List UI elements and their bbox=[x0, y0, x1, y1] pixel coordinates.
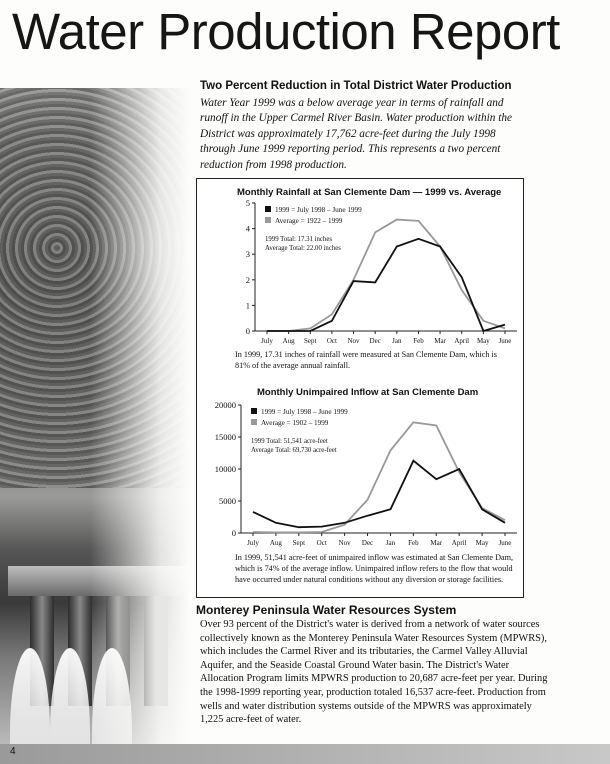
x-tick-label: Dec bbox=[369, 337, 381, 345]
x-tick-label: Feb bbox=[408, 539, 419, 547]
body-line: Aquifer, and the Seaside Coastal Ground Water basin. The District's Water bbox=[200, 659, 510, 671]
inflow-chart bbox=[197, 397, 523, 557]
chart-total-note: 1999 Total: 17.31 inches bbox=[265, 236, 332, 243]
body-line: the 1998-1999 reporting year, production totaled 16,537 acre-feet. Production from bbox=[200, 686, 546, 698]
body-line: which includes the Carmel River and its tributaries, the Carmel Valley Alluvial bbox=[200, 646, 528, 658]
inflow-caption bbox=[235, 552, 535, 585]
body-line: Over 93 percent of the District's water is derived from a network of water sources bbox=[200, 619, 540, 630]
x-tick-label: April bbox=[451, 539, 467, 547]
chart-total-note: Average Total: 69,730 acre-feet bbox=[251, 447, 337, 454]
x-tick-label: Nov bbox=[347, 337, 360, 345]
y-tick-label: 0 bbox=[245, 326, 250, 336]
inflow-chart-title: Monthly Unimpaired Inflow at San Clemente Dam bbox=[257, 387, 479, 398]
y-tick-label: 5 bbox=[245, 198, 250, 208]
legend-swatch bbox=[265, 206, 271, 212]
series-line bbox=[253, 461, 505, 528]
x-tick-label: June bbox=[498, 539, 512, 547]
legend-swatch bbox=[251, 419, 257, 425]
caption-line: In 1999, 17.31 inches of rainfall were measured at San Clemente Dam, which is bbox=[235, 350, 497, 359]
legend-label: 1999 = July 1998 – June 1999 bbox=[275, 206, 362, 214]
x-tick-label: Mar bbox=[434, 337, 446, 345]
y-tick-label: 4 bbox=[245, 223, 250, 234]
section-heading-mpwrs: Monterey Peninsula Water Resources System bbox=[196, 603, 457, 617]
caption-line: have occurred under natural conditions without any diversion or storage facilities. bbox=[235, 575, 504, 584]
x-tick-label: Aug bbox=[282, 337, 295, 345]
x-tick-label: Sept bbox=[304, 337, 317, 345]
y-tick-label: 2 bbox=[245, 274, 250, 285]
body-line: Allocation Program limits MPWRS production to 20,687 acre-feet per year. During bbox=[200, 673, 548, 685]
caption-line: which is 74% of the average inflow. Unimpaired inflow refers to the flow that would bbox=[235, 564, 513, 573]
y-tick-label: 5000 bbox=[219, 496, 236, 506]
rainfall-chart bbox=[197, 197, 523, 367]
intro-line: through June 1999 reporting period. This represents a two percent bbox=[200, 143, 501, 156]
page-number: 4 bbox=[10, 746, 16, 757]
caption-line: In 1999, 51,541 acre-feet of unimpaired inflow was estimated at San Clemente Dam, bbox=[235, 553, 514, 562]
intro-paragraph bbox=[200, 96, 540, 173]
page-title: Water Production Report bbox=[12, 3, 560, 60]
body-line: wells and water distribution systems outside of the MPWRS was approximately bbox=[200, 700, 532, 712]
x-tick-label: Oct bbox=[326, 337, 337, 345]
x-tick-label: May bbox=[476, 337, 490, 345]
caption-line: 81% of the average annual rainfall. bbox=[235, 361, 351, 370]
x-tick-label: Nov bbox=[338, 539, 351, 547]
intro-line: District was approximately 17,762 acre-feet during the July 1998 bbox=[200, 127, 496, 140]
intro-line: reduction from 1998 production. bbox=[200, 158, 347, 171]
legend-label: Average = 1922 – 1999 bbox=[275, 217, 343, 225]
charts-panel bbox=[196, 178, 524, 598]
x-tick-label: July bbox=[261, 337, 273, 345]
x-tick-label: Oct bbox=[316, 539, 327, 547]
x-tick-label: April bbox=[454, 337, 470, 345]
mpwrs-paragraph bbox=[200, 618, 560, 727]
x-tick-label: Mar bbox=[430, 539, 443, 547]
footer-bar bbox=[0, 744, 610, 764]
intro-line: Water Year 1999 was a below average year in terms of rainfall and bbox=[200, 97, 504, 109]
rainfall-chart-title: Monthly Rainfall at San Clemente Dam — 1999 vs. Average bbox=[237, 187, 502, 198]
legend-label: 1999 = July 1998 – June 1999 bbox=[261, 408, 348, 416]
rainfall-caption bbox=[235, 349, 535, 371]
x-tick-label: Dec bbox=[361, 539, 374, 547]
x-tick-label: Jan bbox=[385, 539, 396, 547]
body-line: 1,225 acre-feet of water. bbox=[200, 714, 302, 726]
intro-line: runoff in the Upper Carmel River Basin. Water production within the bbox=[200, 112, 513, 125]
x-tick-label: Feb bbox=[413, 337, 424, 345]
y-tick-label: 1 bbox=[245, 300, 250, 311]
y-tick-label: 20000 bbox=[214, 400, 236, 410]
y-tick-label: 15000 bbox=[214, 432, 236, 442]
y-tick-label: 10000 bbox=[214, 464, 236, 474]
x-tick-label: May bbox=[475, 539, 489, 547]
chart-total-note: Average Total: 22.00 inches bbox=[265, 245, 341, 252]
y-tick-label: 3 bbox=[245, 249, 250, 260]
series-line bbox=[267, 239, 505, 331]
x-tick-label: Jan bbox=[392, 337, 402, 345]
x-tick-label: Sept bbox=[292, 539, 306, 547]
legend-swatch bbox=[251, 408, 257, 414]
chart-total-note: 1999 Total: 51,541 acre-feet bbox=[251, 438, 328, 445]
x-tick-label: June bbox=[498, 337, 512, 345]
x-tick-label: July bbox=[247, 539, 259, 547]
section-heading-reduction: Two Percent Reduction in Total District Water Production bbox=[200, 80, 512, 92]
x-tick-label: Aug bbox=[269, 539, 282, 547]
legend-label: Average = 1902 – 1999 bbox=[261, 419, 329, 427]
legend-swatch bbox=[265, 217, 271, 223]
y-tick-label: 0 bbox=[231, 528, 236, 538]
dam-photo bbox=[0, 88, 190, 748]
body-line: collectively known as the Monterey Peninsula Water Resources System (MPWRS), bbox=[200, 632, 547, 644]
